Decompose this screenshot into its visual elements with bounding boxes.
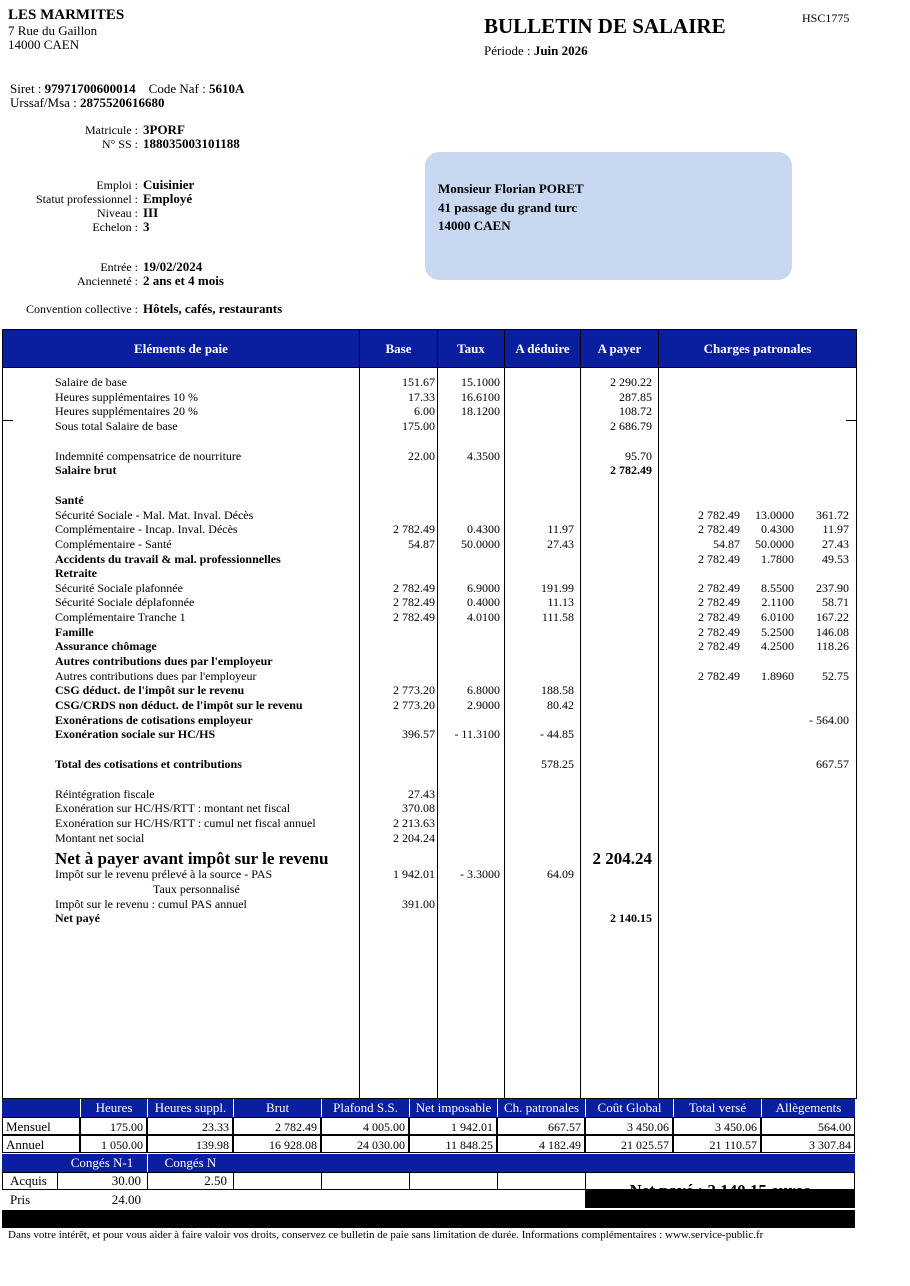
summary-value: 23.33 [147,1117,233,1135]
document-title: BULLETIN DE SALAIRE [484,14,726,38]
cell-taux: 2.9000 [467,698,500,712]
cell-deduire: 578.25 [541,756,574,771]
summary-header: Plafond S.S. [321,1099,409,1117]
cell-base: 370.08 [402,801,435,816]
urssaf-line: Urssaf/Msa : 2875520616680 [10,95,165,110]
cell-pb: 2 782.49 [698,595,740,610]
header-elements: Eléments de paie [3,330,359,367]
net-paye-summary: Net payé : 2 140.15 euros [629,1181,811,1200]
row-label: Net à payer avant impôt sur le revenu [55,849,329,869]
employee-field-label: N° SS : [101,137,138,151]
cell-pm: 52.75 [822,668,849,683]
cell-pb: 2 782.49 [698,639,740,654]
row-label: CSG déduct. de l'impôt sur le revenu [55,683,245,698]
cell-base: 1 942.01 [393,867,435,882]
summary-value: 1 050.00 [80,1135,147,1153]
recipient-address-box [425,152,792,280]
summary-value: 139.98 [147,1135,233,1153]
cell-pb: 2 782.49 [698,668,740,683]
cell-payer: 108.72 [619,404,652,419]
cell-pt: 1.7800 [761,551,794,566]
cell-deduire: 27.43 [547,536,574,551]
cell-payer: 2 290.22 [610,375,652,389]
summary-value: 21 025.57 [585,1135,673,1153]
cell-payer: 287.85 [619,389,652,404]
summary-value: 4 182.49 [497,1135,585,1153]
cell-pt: 13.0000 [755,507,794,522]
summary-value: 667.57 [497,1117,585,1135]
summary-value: 16 928.08 [233,1135,321,1153]
row-label: CSG/CRDS non déduct. de l'impôt sur le revenu [55,698,303,712]
cell-pt: 6.0100 [761,610,794,625]
summary-value: 24 030.00 [321,1135,409,1153]
cell-pb: 54.87 [713,536,740,551]
conges-n-value: 2.50 [204,1173,227,1188]
cell-pm: - 564.00 [809,712,849,727]
employee-field-value: Cuisinier [143,177,195,192]
cell-taux: 4.0100 [467,610,500,625]
cell-pm: 167.22 [816,610,849,625]
employee-field-value: Employé [143,191,193,206]
row-label: Santé [55,492,84,507]
employee-field-label: Statut professionnel : [36,192,138,206]
employee-field-label: Ancienneté : [77,274,138,288]
summary-value: 4 005.00 [321,1117,409,1135]
summary-value: 175.00 [80,1117,147,1135]
cell-payer: 2 204.24 [592,849,652,869]
row-label: Complémentaire - Incap. Inval. Décès [55,522,238,537]
summary-header: Brut [233,1099,321,1117]
cell-base: 391.00 [402,896,435,911]
summary-value: 2 782.49 [233,1117,321,1135]
cell-pm: 667.57 [816,756,849,771]
cell-taux: 0.4000 [467,595,500,610]
cell-taux: 15.1000 [461,375,500,389]
cell-deduire: 11.13 [547,595,574,610]
summary-value: 3 450.06 [585,1117,673,1135]
row-label: Net payé [55,911,100,926]
cell-taux: 50.0000 [461,536,500,551]
cell-deduire: 80.42 [547,698,574,712]
cell-pm: 118.26 [816,639,849,654]
document-code: HSC1775 [802,11,850,25]
row-label: Sécurité Sociale - Mal. Mat. Inval. Décès [55,507,254,522]
payment-date: Paiement le 30/06/2026 par Virement [637,1213,803,1225]
row-label: Exonération sur HC/HS/RTT : montant net fiscal [55,801,291,816]
conges-header: Congés N-1 [57,1154,147,1172]
cell-pm: 361.72 [816,507,849,522]
conges-divider [497,1172,498,1190]
header-a-payer: A payer [581,330,658,367]
summary-header: Ch. patronales [497,1099,585,1117]
cell-pt: 4.2500 [761,639,794,654]
cell-deduire: 11.97 [547,522,574,537]
employee-field-value: 2 ans et 4 mois [143,273,224,288]
row-label: Montant net social [55,830,145,845]
conges-divider [233,1172,234,1190]
cell-taux: - 3.3000 [460,867,500,882]
cell-payer: 2 140.15 [610,911,652,926]
cell-pb: 2 782.49 [698,624,740,639]
cell-base: 2 782.49 [393,610,435,625]
employee-field-value: 188035003101188 [143,136,240,151]
cell-base: 2 782.49 [393,580,435,595]
cell-pm: 237.90 [816,580,849,595]
row-label: Assurance chômage [55,639,157,654]
row-label: Retraite [55,566,97,581]
cell-deduire: - 44.85 [540,727,574,742]
row-label: Heures supplémentaires 10 % [55,389,198,404]
row-label: Indemnité compensatrice de nourriture [55,448,242,463]
row-label: Impôt sur le revenu prélevé à la source - PAS [55,867,273,882]
cell-payer: 2 782.49 [610,463,652,478]
row-label: Exonération sur HC/HS/RTT : cumul net fiscal annuel [55,815,316,830]
cell-base: 2 773.20 [393,683,435,698]
summary-row-label: Annuel [2,1135,80,1153]
summary-header: Heures [80,1099,147,1117]
row-label: Impôt sur le revenu : cumul PAS annuel [55,896,247,911]
cell-pm: 11.97 [822,522,849,537]
summary-header: Allègements [761,1099,855,1117]
summary-header: Heures suppl. [147,1099,233,1117]
cell-payer: 95.70 [625,448,652,463]
conges-divider [321,1172,322,1190]
cell-taux: 16.6100 [461,389,500,404]
cell-pt: 8.5500 [761,580,794,595]
employee-field-value: III [143,205,159,220]
row-label: Accidents du travail & mal. professionnelles [55,551,281,566]
recipient-street: 41 passage du grand turc [438,200,578,215]
cell-pb: 2 782.49 [698,551,740,566]
cell-base: 27.43 [408,786,435,801]
summary-section [2,1099,857,1229]
row-label: Exonération sociale sur HC/HS [55,727,216,742]
cell-base: 17.33 [408,389,435,404]
row-label: Taux personnalisé [153,881,240,896]
employee-field-value: 3PORF [143,122,185,137]
recipient-city: 14000 CAEN [438,218,511,233]
cell-base: 2 782.49 [393,595,435,610]
siret-line: Siret : 97971700600014 Code Naf : 5610A [10,81,245,96]
cell-pt: 5.2500 [761,624,794,639]
summary-value: 11 848.25 [409,1135,497,1153]
cell-base: 2 204.24 [393,830,435,845]
conges-solde-label: Solde [10,1211,40,1226]
company-address-line1: 7 Rue du Gaillon [8,23,98,38]
cell-pm: 146.08 [816,624,849,639]
row-label: Autres contributions dues par l'employeur [55,654,273,669]
period: Période : Juin 2026 [484,43,588,58]
cell-pt: 0.4300 [761,522,794,537]
row-label: Salaire brut [55,463,117,478]
summary-header: Net imposable [409,1099,497,1117]
cell-taux: - 11.3100 [454,727,500,742]
cell-base: 396.57 [402,727,435,742]
cell-pt: 50.0000 [755,536,794,551]
cell-payer: 2 686.79 [610,418,652,433]
conges-header: Congés N [147,1154,233,1172]
row-label: Complémentaire Tranche 1 [55,610,186,625]
footer-note: Dans votre intérêt, et pour vous aider à faire valoir vos droits, conservez ce bulletin de paie sans limitation de durée. Informations complémentaires : www.service-public.fr [8,1229,764,1241]
employee-field-label: Emploi : [96,178,138,192]
cell-deduire: 191.99 [541,580,574,595]
header-charges-patronales: Charges patronales [659,330,856,367]
conges-n1-value: 24.00 [111,1192,141,1207]
row-label: Réintégration fiscale [55,786,155,801]
row-label: Sécurité Sociale déplafonnée [55,595,195,610]
row-label: Sous total Salaire de base [55,418,178,433]
cell-pm: 58.71 [822,595,849,610]
cell-base: 22.00 [408,448,435,463]
employee-field-value: 19/02/2024 [143,259,203,274]
row-label: Autres contributions dues par l'employeur [55,668,257,683]
cell-base: 2 773.20 [393,698,435,712]
conges-pris-label: Pris [10,1192,31,1207]
cell-deduire: 64.09 [547,867,574,882]
summary-value: 21 110.57 [673,1135,761,1153]
cell-pb: 2 782.49 [698,580,740,595]
conges-n1-value: 30.00 [111,1173,141,1188]
row-label: Heures supplémentaires 20 % [55,404,198,419]
row-label: Total des cotisations et contributions [55,756,242,771]
summary-row-label: Mensuel [2,1117,80,1135]
cell-pt: 1.8960 [761,668,794,683]
employee-field-label: Niveau : [97,206,138,220]
summary-value: 564.00 [761,1117,855,1135]
header-taux: Taux [438,330,504,367]
summary-value: 3 307.84 [761,1135,855,1153]
summary-header: Coût Global [585,1099,673,1117]
conges-n1-value: 6.00 [118,1211,141,1226]
row-label: Exonérations de cotisations employeur [55,712,253,727]
cell-pm: 49.53 [822,551,849,566]
payroll-table [2,329,857,1099]
cell-base: 6.00 [414,404,435,419]
row-label: Salaire de base [55,375,127,389]
cell-base: 175.00 [402,418,435,433]
row-label: Famille [55,624,94,639]
summary-value: 1 942.01 [409,1117,497,1135]
cell-pb: 2 782.49 [698,507,740,522]
cell-base: 151.67 [402,375,435,389]
company-address-line2: 14000 CAEN [8,37,80,52]
company-name: LES MARMITES [8,7,125,23]
employee-field-label: Matricule : [85,123,138,137]
cell-taux: 18.1200 [461,404,500,419]
conges-acquis-label: Acquis [10,1173,47,1188]
cell-taux: 6.8000 [467,683,500,698]
cell-taux: 0.4300 [467,522,500,537]
employee-field-label: Convention collective : [26,302,138,316]
summary-header: Total versé [673,1099,761,1117]
conges-divider [409,1172,410,1190]
cell-pb: 2 782.49 [698,522,740,537]
row-label: Complémentaire - Santé [55,536,172,551]
conges-n-value: 2.50 [204,1211,227,1226]
row-label: Sécurité Sociale plafonnée [55,580,183,595]
cell-base: 54.87 [408,536,435,551]
header-base: Base [360,330,437,367]
employee-field-label: Entrée : [100,260,138,274]
employee-field-value: 3 [143,219,150,234]
cell-pm: 27.43 [822,536,849,551]
cell-deduire: 111.58 [541,610,574,625]
employee-field-label: Echelon : [92,220,138,234]
cell-base: 2 782.49 [393,522,435,537]
recipient-name: Monsieur Florian PORET [438,181,584,196]
cell-pt: 2.1100 [761,595,794,610]
header-a-deduire: A déduire [505,330,580,367]
cell-pb: 2 782.49 [698,610,740,625]
employee-field-value: Hôtels, cafés, restaurants [143,301,283,316]
summary-value: 3 450.06 [673,1117,761,1135]
cell-base: 2 213.63 [393,815,435,830]
cell-taux: 4.3500 [467,448,500,463]
cell-taux: 6.9000 [467,580,500,595]
cell-deduire: 188.58 [541,683,574,698]
